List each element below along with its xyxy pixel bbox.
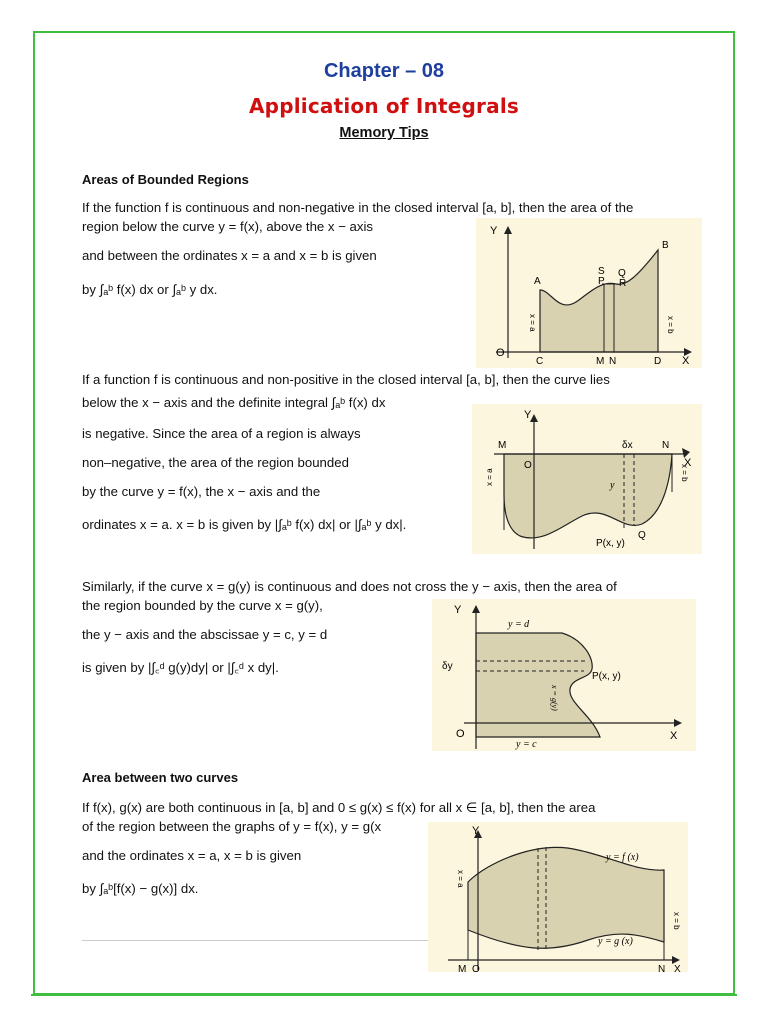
fig1-y-label: Y: [490, 225, 498, 237]
p1-line1: If the function f is continuous and non-negative in the closed interval [a, b], then the area of the: [82, 200, 634, 215]
page-border-double: [31, 991, 737, 996]
fig1-R: R: [619, 278, 627, 289]
fig2-M: M: [498, 440, 507, 451]
fig1-D: D: [654, 356, 662, 367]
figure-area-y-axis: [432, 599, 696, 751]
p2-line2: below the x − axis and the definite integral ∫ₐᵇ f(x) dx: [82, 395, 386, 410]
p4-line4: by ∫ₐᵇ[f(x) − g(x)] dx.: [82, 881, 199, 896]
fig1-B: B: [662, 240, 669, 251]
p2-line4: non–negative, the area of the region bounded: [82, 455, 349, 470]
fig1-xa: x = a: [528, 314, 537, 332]
p4-line1: If f(x), g(x) are both continuous in [a, b] and 0 ≤ g(x) ≤ f(x) for all x ∈ [a, b], then the area: [82, 800, 596, 815]
p2-line1: If a function f is continuous and non-positive in the closed interval [a, b], then the curve lies: [82, 372, 610, 387]
fig1-origin: O: [496, 347, 505, 359]
page-title: Application of Integrals: [249, 94, 519, 118]
p2-line3: is negative. Since the area of a region is always: [82, 426, 361, 441]
figure-area-between-curves: [428, 822, 688, 972]
fig4-gx: y = g (x): [598, 936, 633, 947]
fig1-C: C: [536, 356, 544, 367]
fig4-M: M: [458, 964, 467, 972]
p1-line4: by ∫ₐᵇ f(x) dx or ∫ₐᵇ y dx.: [82, 282, 218, 297]
fig2-dx: δx: [622, 440, 633, 451]
memory-tips-heading: Memory Tips: [339, 125, 429, 141]
divider: [82, 940, 462, 941]
fig3-x-label: X: [670, 730, 678, 742]
p4-line2: of the region between the graphs of y = f(x), y = g(x: [82, 819, 382, 834]
fig1-x-label: X: [682, 355, 690, 367]
fig3-yd: y = d: [508, 619, 530, 630]
fig1-Q: Q: [618, 268, 626, 279]
fig4-xa: x = a: [456, 870, 465, 888]
fig2-y: y: [610, 480, 615, 491]
chapter-heading: Chapter – 08: [323, 60, 445, 82]
fig2-xb: x = b: [680, 464, 689, 482]
p2-line6: ordinates x = a. x = b is given by |∫ₐᵇ f(x) dx| or |∫ₐᵇ y dx|.: [82, 517, 407, 532]
p3-line4: is given by |∫꜀ᵈ g(y)dy| or |∫꜀ᵈ x dy|.: [82, 660, 279, 675]
fig2-y-label: Y: [524, 409, 532, 421]
fig3-P: P(x, y): [592, 671, 621, 682]
fig3-origin: O: [456, 728, 465, 740]
p1-line2: region below the curve y = f(x), above the x − axis: [82, 219, 374, 234]
fig4-y-label: Y: [472, 825, 480, 837]
figure-area-below-axis: [472, 404, 702, 554]
fig3-dy: δy: [442, 661, 453, 672]
fig3-xg: x = g(y): [550, 685, 559, 711]
fig1-xb: x = b: [666, 316, 675, 334]
fig1-M: M: [596, 356, 605, 367]
p3-line3: the y − axis and the abscissae y = c, y = d: [82, 627, 328, 642]
fig1-P: P: [598, 276, 605, 287]
p1-line3: and between the ordinates x = a and x = b is given: [82, 248, 377, 263]
fig4-fx: y = f (x): [606, 852, 639, 863]
fig2-x-label: X: [684, 457, 692, 469]
fig3-y-label: Y: [454, 604, 462, 616]
fig2-Q: Q: [638, 530, 646, 541]
fig4-N: N: [658, 964, 666, 972]
fig4-xb: x = b: [672, 912, 681, 930]
fig4-x-label: X: [674, 964, 681, 972]
fig2-N: N: [662, 440, 670, 451]
fig4-O: O: [472, 964, 480, 972]
p2-line5: by the curve y = f(x), the x − axis and the: [82, 484, 321, 499]
figure-area-under-curve: [476, 218, 702, 368]
fig1-N: N: [609, 356, 617, 367]
fig2-P: P(x, y): [596, 538, 625, 549]
p3-line2: the region bounded by the curve x = g(y),: [82, 598, 323, 613]
p4-line3: and the ordinates x = a, x = b is given: [82, 848, 302, 863]
between-heading: Area between two curves: [82, 770, 239, 785]
fig1-S: S: [598, 266, 605, 277]
fig3-yc: y = c: [516, 739, 537, 750]
fig2-origin: O: [524, 460, 532, 471]
fig1-A: A: [534, 276, 541, 287]
fig2-xa: x = a: [485, 468, 494, 486]
areas-heading: Areas of Bounded Regions: [82, 172, 249, 187]
p3-line1: Similarly, if the curve x = g(y) is continuous and does not cross the y − axis, then the area of: [82, 579, 617, 594]
